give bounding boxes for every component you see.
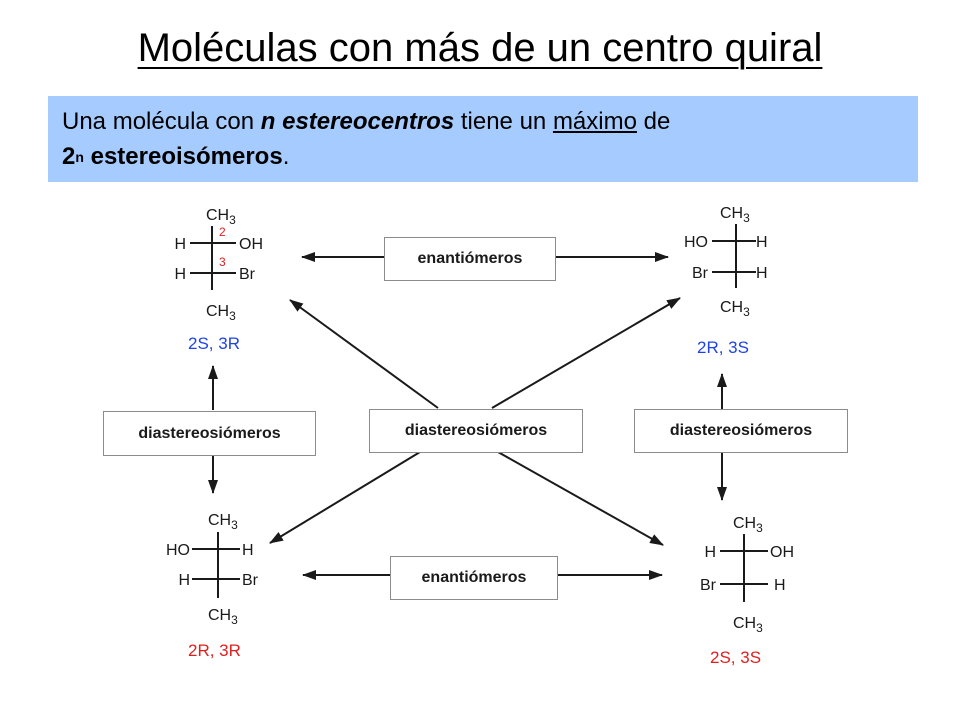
mol1-locant-3: 3 [219,255,226,269]
fischer-bonds-2s3r [190,226,236,290]
fischer-bonds-2r3r [192,532,240,598]
mol4-top-group: $CH_3$ [733,515,763,535]
mol3-row2-left: H [178,572,190,589]
page-title: Moléculas con más de un centro quiral [137,26,823,70]
arrow-diag-upper-left [290,300,438,408]
mol4-row2-left: Br [700,577,716,594]
config-label-2s3s: 2S, 3S [710,648,762,667]
mol1-locant-2: 2 [219,225,226,239]
mol1-bottom-group: $CH_3$ [206,303,236,323]
mol2-row2-left: Br [692,265,708,282]
mol3-row2-right: Br [242,572,258,589]
arrow-diag-lower-right [498,452,663,545]
mol4-row2-right: H [774,577,786,594]
mol2-bottom-group: $CH_3$ [720,299,750,319]
mol3-row1-left: HO [166,542,190,559]
mol1-row1-right: OH [239,236,263,253]
mol2-row1-right: H [756,234,768,251]
mol3-bottom-group: $CH_3$ [208,607,238,627]
mol2-row2-right: H [756,265,768,282]
fischer-bonds-2s3s [720,534,768,602]
mol1-row2-left: H [174,266,186,283]
mol1-top-group: $CH_3$ [206,207,236,227]
config-label-2r3r: 2R, 3R [188,641,241,660]
diastereomers-label-center: diastereosiómeros [369,409,583,453]
mol1-row2-right: Br [239,266,255,283]
arrow-diag-lower-left [270,452,420,543]
mol1-row1-left: H [174,236,186,253]
mol2-top-group: $CH_3$ [720,205,750,225]
config-label-2s3r: 2S, 3R [188,334,240,353]
diastereomers-label-left: diastereosiómeros [103,411,316,456]
fischer-bonds-2r3s [712,224,756,288]
definition-text: Una molécula con n estereocentros tiene un máximo de 2$^n$ estereoisómeros. [62,108,671,170]
mol4-bottom-group: $CH_3$ [733,615,763,635]
enantiomers-label-bottom: enantiómeros [390,556,558,600]
mol4-row1-left: H [704,544,716,561]
mol3-row1-right: H [242,542,254,559]
mol3-top-group: $CH_3$ [208,512,238,532]
config-label-2r3s: 2R, 3S [697,338,749,357]
diastereomers-label-right: diastereosiómeros [634,409,848,453]
mol4-row1-right: OH [770,544,794,561]
mol2-row1-left: HO [684,234,708,251]
arrow-diag-upper-right [492,298,680,408]
enantiomers-label-top: enantiómeros [384,237,556,281]
